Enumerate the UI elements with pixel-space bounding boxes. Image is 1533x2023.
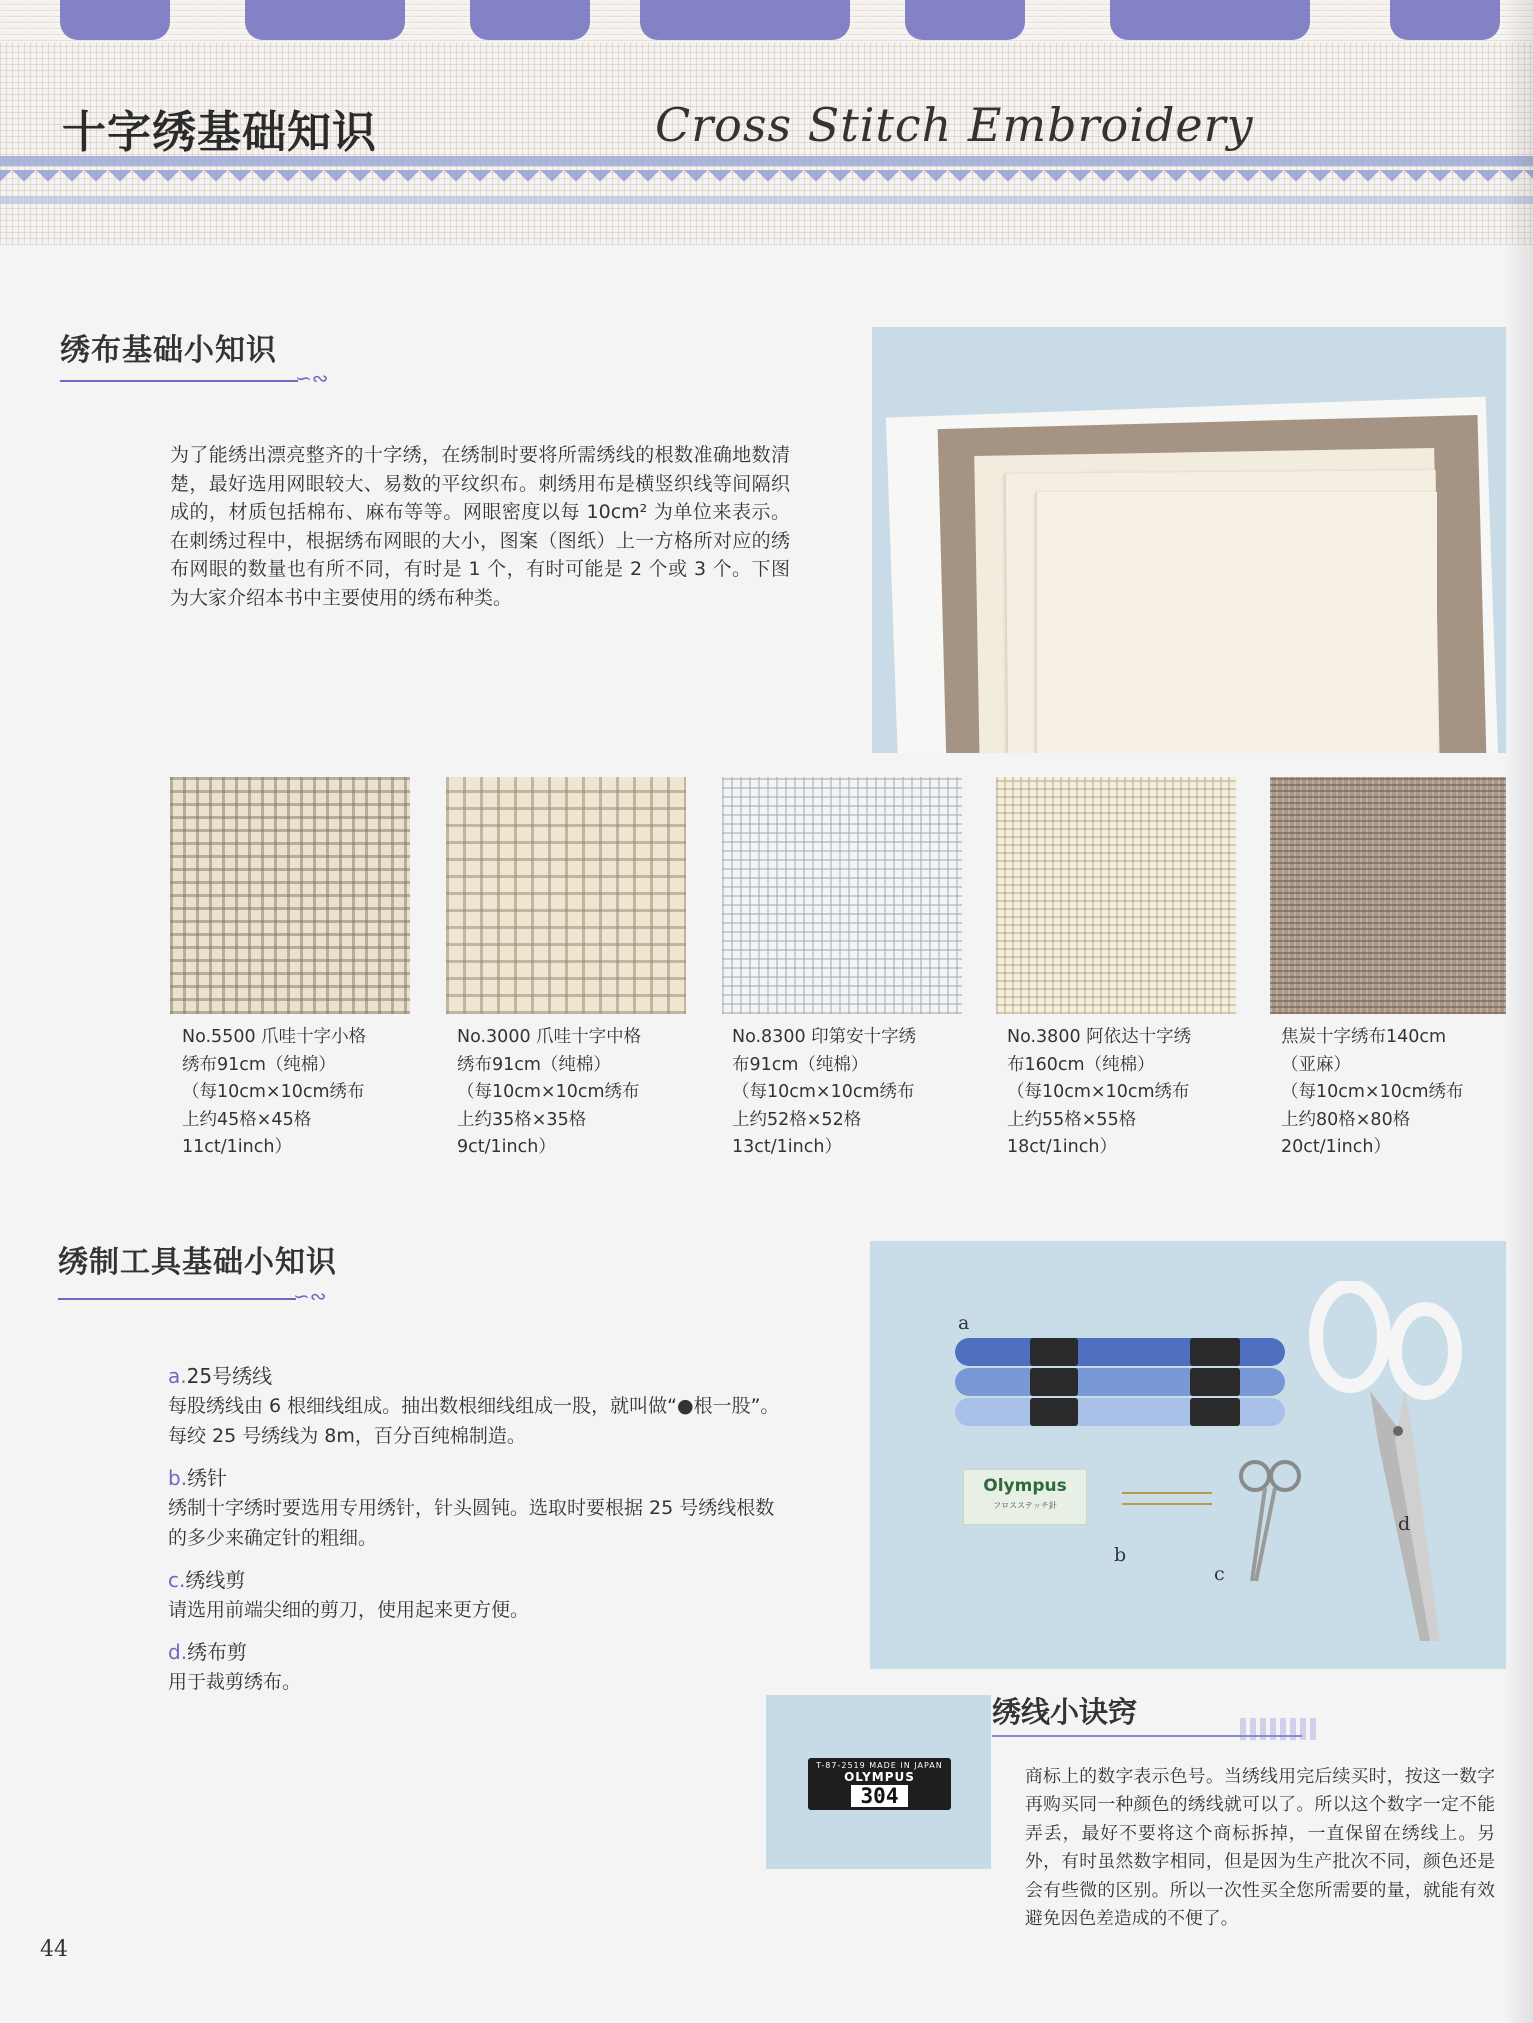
caption-line: No.8300 印第安十字绣 xyxy=(732,1027,917,1047)
fabric-stack-photo xyxy=(872,327,1506,753)
tool-name: 绣布剪 xyxy=(187,1640,248,1664)
caption-line: No.3800 阿依达十字绣 xyxy=(1007,1027,1192,1047)
needle-card-sub: フロスステッチ針 xyxy=(993,1501,1057,1510)
embroidery-scissors-icon xyxy=(1230,1456,1310,1586)
swatch-caption xyxy=(1281,1024,1531,1162)
caption-line: （每10cm×10cm绣布 xyxy=(457,1082,640,1102)
header-banner xyxy=(0,0,1533,245)
fabric-intro-text: 为了能绣出漂亮整齐的十字绣，在绣制时要将所需绣线的根数准确地数清楚，最好选用网眼较大、易数的平纹织布。刺绣用布是横竖织线等间隔织成的，材质包括棉布、麻布等等。网眼密度以每 10cm² 为单位来表示。在刺绣过程中，根据绣布网眼的大小，图案（图纸）上一方格所对应的绣布网眼的数量也有所不同，有时是 1 个，有时可能是 2 个或 3 个。下图为大家介绍本书中主要使用的绣布种类。 xyxy=(170,444,790,609)
tag-header: T-87-2519 MADE IN JAPAN xyxy=(816,1761,943,1770)
needle-card-brand: Olympus xyxy=(983,1476,1067,1496)
tool-heading xyxy=(168,1637,788,1667)
tool-item-needle xyxy=(168,1463,788,1553)
banner-zigzag-border xyxy=(0,170,1533,194)
page-subtitle-en: Cross Stitch Embroidery xyxy=(655,98,1254,152)
thread-tag-photo xyxy=(766,1695,991,1869)
swatch-caption xyxy=(182,1024,432,1162)
tool-name: 绣针 xyxy=(187,1466,228,1490)
caption-line: 18ct/1inch） xyxy=(1007,1137,1117,1157)
caption-line: 13ct/1inch） xyxy=(732,1137,842,1157)
tag-brand: OLYMPUS xyxy=(844,1770,915,1784)
skein-band xyxy=(1030,1398,1078,1426)
section-rule xyxy=(60,380,298,382)
tool-description: 用于裁剪绣布。 xyxy=(168,1671,302,1693)
caption-line: 9ct/1inch） xyxy=(457,1137,556,1157)
caption-line: 布91cm（纯棉） xyxy=(732,1054,869,1075)
caption-line: No.5500 爪哇十字小格 xyxy=(182,1027,367,1047)
section-title-tools: 绣制工具基础小知识 xyxy=(58,1245,337,1280)
photo-label-d: d xyxy=(1398,1513,1411,1535)
caption-line: 上约55格×55格 xyxy=(1007,1109,1137,1130)
tip-text: 商标上的数字表示色号。当绣线用完后续买时，按这一数字再购买同一种颜色的绣线就可以了。所以这个数字一定不能弄丢，最好不要将这个商标拆掉，一直保留在绣线上。另外，有时虽然数字相同，但是因为生产批次不同，颜色还是会有些微的区别。所以一次性买全您所需要的量，就能有效避免因色差造成的不便了。 xyxy=(1025,1766,1495,1930)
tool-description: 请选用前端尖细的剪刀，使用起来更方便。 xyxy=(168,1599,530,1621)
swatch-caption xyxy=(1007,1024,1257,1162)
caption-line: （亚麻） xyxy=(1281,1054,1351,1075)
caption-line: 布160cm（纯棉） xyxy=(1007,1054,1155,1075)
swatch-caption xyxy=(457,1024,707,1162)
tool-letter: b. xyxy=(168,1466,188,1490)
tool-heading xyxy=(168,1463,788,1493)
caption-line: （每10cm×10cm绣布 xyxy=(1007,1082,1190,1102)
caption-line: 11ct/1inch） xyxy=(182,1137,292,1157)
skein-band xyxy=(1190,1338,1240,1366)
tool-heading xyxy=(168,1361,788,1391)
swatch-linen-20ct xyxy=(1270,777,1506,1014)
caption-line: 焦炭十字绣布140cm xyxy=(1281,1027,1447,1047)
tool-item-fabric-scissors xyxy=(168,1637,788,1697)
needle-icon xyxy=(1122,1503,1212,1505)
tool-name: 25号绣线 xyxy=(186,1364,273,1388)
tool-letter: d. xyxy=(168,1640,188,1664)
tip-rule xyxy=(992,1735,1302,1737)
skein-band xyxy=(1030,1368,1078,1396)
photo-label-a: a xyxy=(958,1312,970,1334)
caption-line: No.3000 爪哇十字中格 xyxy=(457,1027,642,1047)
banner-top-motif xyxy=(0,0,1533,42)
page-number: 44 xyxy=(40,1937,68,1962)
needle-card xyxy=(963,1469,1087,1525)
swatch-aida-18ct xyxy=(996,777,1236,1014)
caption-line: 上约45格×45格 xyxy=(182,1109,312,1130)
photo-label-c: c xyxy=(1214,1563,1225,1585)
caption-line: （每10cm×10cm绣布 xyxy=(1281,1082,1464,1102)
skein-band xyxy=(1030,1338,1078,1366)
tool-item-thread-scissors xyxy=(168,1565,788,1625)
photo-label-b: b xyxy=(1114,1544,1127,1566)
tool-letter: c. xyxy=(168,1568,186,1592)
caption-line: 绣布91cm（纯棉） xyxy=(182,1054,336,1075)
section-title-fabric: 绣布基础小知识 xyxy=(60,333,277,368)
banner-stripe xyxy=(0,196,1533,204)
caption-line: 上约52格×52格 xyxy=(732,1109,862,1130)
tool-description: 每股绣线由 6 根细线组成。抽出数根细线组成一股，就叫做“●根一股”。每绞 25 号绣线为 8m，百分百纯棉制造。 xyxy=(168,1395,780,1447)
tool-heading xyxy=(168,1565,788,1595)
fabric-scissors-icon xyxy=(1300,1281,1480,1661)
tip-title: 绣线小诀窍 xyxy=(992,1695,1138,1729)
tool-description: 绣制十字绣时要选用专用绣针，针头圆钝。选取时要根据 25 号绣线根数的多少来确定针的粗细。 xyxy=(168,1497,775,1549)
caption-line: （每10cm×10cm绣布 xyxy=(182,1082,365,1102)
caption-line: 上约35格×35格 xyxy=(457,1109,587,1130)
swatch-caption xyxy=(732,1024,982,1162)
tools-photo xyxy=(870,1241,1506,1669)
page-gutter-shadow xyxy=(1503,0,1533,2023)
swirl-ornament-icon: ∽∾ xyxy=(293,1284,327,1308)
section-rule xyxy=(58,1298,296,1300)
page-title: 十字绣基础知识 xyxy=(62,107,377,158)
tag-color-number: 304 xyxy=(851,1785,909,1807)
skein-band xyxy=(1190,1368,1240,1396)
swatch-aida-11ct xyxy=(170,777,410,1014)
tool-name: 绣线剪 xyxy=(185,1568,246,1592)
skein-band xyxy=(1190,1398,1240,1426)
needle-icon xyxy=(1122,1492,1212,1494)
thread-tag xyxy=(808,1758,951,1810)
swirl-ornament-icon: ∽∾ xyxy=(295,366,329,390)
tools-list xyxy=(168,1361,788,1709)
caption-line: 绣布91cm（纯棉） xyxy=(457,1054,611,1075)
caption-line: （每10cm×10cm绣布 xyxy=(732,1082,915,1102)
caption-line: 上约80格×80格 xyxy=(1281,1109,1411,1130)
tool-letter: a. xyxy=(168,1364,187,1388)
cream-cloth xyxy=(1037,492,1437,753)
swatch-aida-13ct xyxy=(722,777,962,1014)
caption-line: 20ct/1inch） xyxy=(1281,1137,1391,1157)
tool-item-thread xyxy=(168,1361,788,1451)
swatch-aida-9ct xyxy=(446,777,686,1014)
